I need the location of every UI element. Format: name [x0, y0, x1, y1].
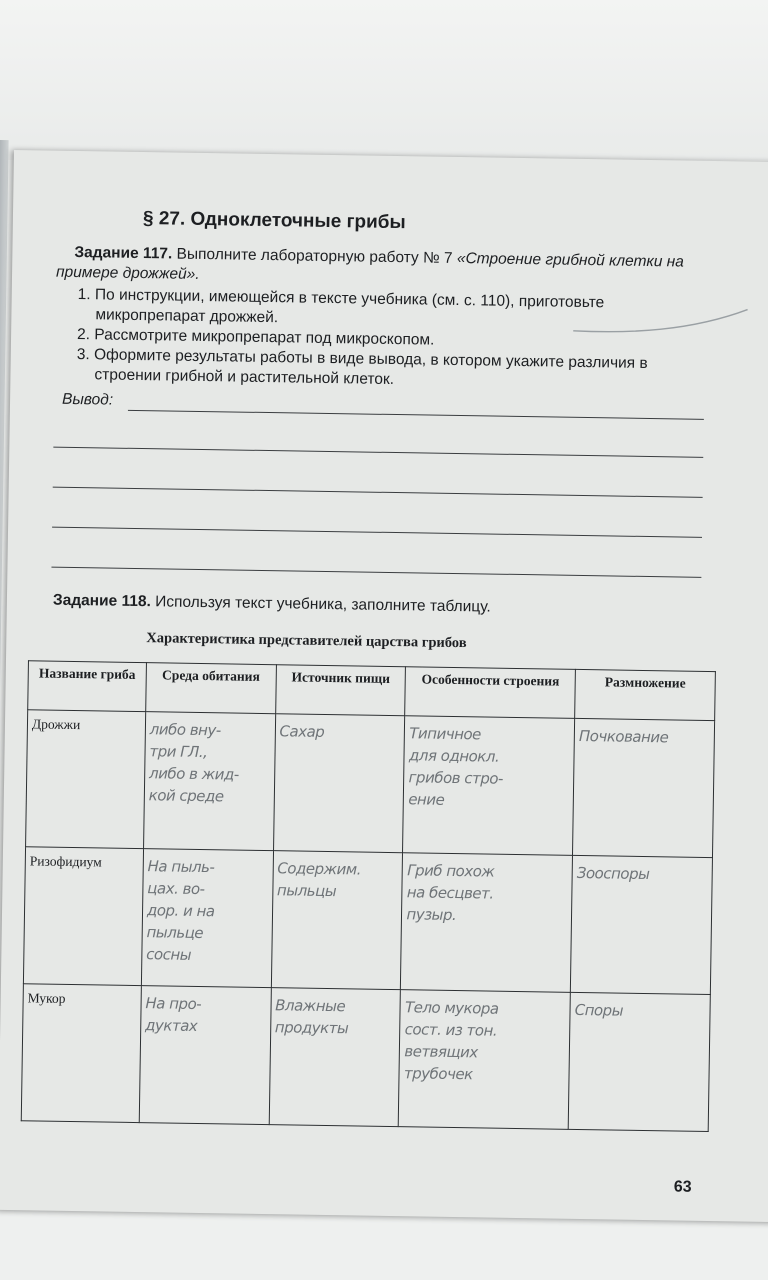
handwritten-answer: Споры	[574, 1000, 624, 1020]
task-117-title: «Строение грибной клетки на примере дрожжей».	[55, 249, 685, 283]
handwritten-answer: Типичное для однокл. грибов стро- ение	[408, 724, 504, 809]
handwritten-answer: На пыль- цах. во- дор. и на пыльце сосны	[146, 857, 215, 964]
cell-structure	[403, 716, 575, 856]
answer-line	[128, 410, 704, 420]
answer-line	[52, 527, 702, 538]
table-row	[23, 847, 712, 995]
cell-food	[271, 851, 403, 990]
header-structure: Особенности строения	[405, 667, 575, 719]
task-117-intro: Выполните лабораторную работу № 7	[172, 245, 458, 267]
header-reproduction: Размножение	[575, 669, 716, 720]
pencil-curve-mark	[571, 301, 752, 344]
desk-background	[0, 0, 768, 160]
header-food: Источник пищи	[275, 665, 406, 716]
task-118-text: Используя текст учебника, заполните таблицу.	[150, 593, 491, 616]
task-118	[53, 591, 703, 621]
cell-name: Мукор	[21, 984, 141, 1123]
table-row	[26, 710, 715, 858]
answer-line	[51, 567, 701, 578]
workbook-page	[0, 150, 768, 1222]
cell-structure	[399, 990, 571, 1130]
cell-habitat	[143, 712, 275, 851]
cell-habitat	[141, 849, 273, 988]
header-name: Название гриба	[28, 661, 147, 712]
cell-structure	[401, 853, 573, 993]
cell-name: Ризофидиум	[23, 847, 143, 986]
task-117-step-1: 1. По инструкции, имеющейся в тексте учебника (см. с. 110), приготовьте микропрепарат дрожжей.	[77, 286, 605, 327]
handwritten-answer: Сахар	[279, 722, 325, 741]
handwritten-answer: Зооспоры	[576, 863, 650, 884]
table-row	[21, 984, 710, 1132]
cell-food	[273, 714, 405, 853]
cell-reproduction	[568, 992, 710, 1131]
task-117-step-3: 3. Оформите результаты работы в виде вывода, в котором укажите различия в строении грибной и растительной клеток.	[76, 346, 648, 388]
task-117-step-2: 2. Рассмотрите микропрепарат под микроскопом.	[76, 326, 435, 349]
cell-food	[269, 988, 401, 1127]
handwritten-answer: либо вну- три ГЛ., либо в жид- кой среде	[148, 720, 239, 806]
cell-name: Дрожжи	[26, 710, 146, 849]
conclusion-label: Вывод:	[61, 390, 114, 409]
handwritten-answer: Почкование	[578, 726, 669, 747]
fungi-table	[21, 660, 716, 1132]
header-habitat: Среда обитания	[146, 663, 277, 714]
section-title: § 27. Одноклеточные грибы	[142, 208, 406, 234]
page-number: 63	[673, 1178, 692, 1196]
handwritten-answer: Содержим. пыльцы	[276, 859, 362, 901]
task-118-label: Задание 118.	[52, 591, 151, 611]
handwritten-answer: Гриб похож на бесцвет. пузыр.	[406, 861, 495, 925]
handwritten-answer: Тело мукора сост. из тон. ветвящих трубочек	[403, 998, 499, 1084]
handwritten-answer: Влажные продукты	[274, 996, 349, 1038]
cell-habitat	[139, 986, 271, 1125]
answer-line	[53, 487, 703, 498]
cell-reproduction	[570, 855, 712, 994]
cell-reproduction	[573, 718, 715, 857]
table-title: Характеристика представителей царства грибов	[146, 630, 467, 652]
answer-line	[53, 447, 703, 458]
task-117-label: Задание 117.	[74, 243, 173, 263]
handwritten-answer: На про- дуктах	[144, 994, 202, 1035]
